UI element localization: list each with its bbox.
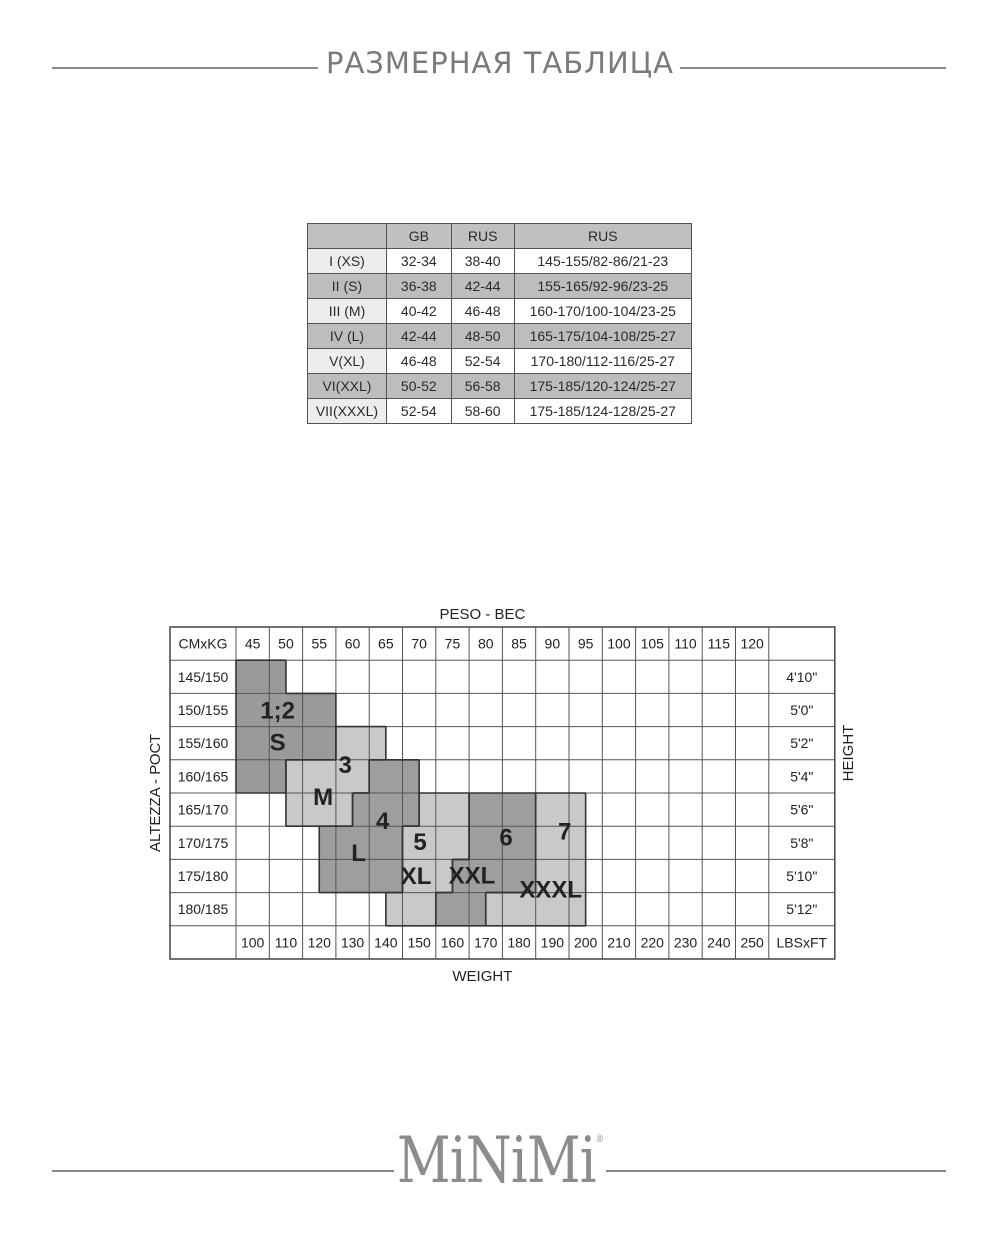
tick-label-cm: 180/185 xyxy=(177,901,229,918)
tick-label-lbs: 130 xyxy=(340,934,365,951)
tick-label-lbs: 200 xyxy=(573,934,598,951)
zone-cell xyxy=(269,760,286,794)
zone-cell xyxy=(536,826,553,860)
zone-cell xyxy=(419,793,436,827)
zone-cell xyxy=(236,693,253,727)
size-table-header-cell: RUS xyxy=(451,224,514,249)
table-cell: 170-180/112-116/25-27 xyxy=(514,349,691,374)
size-label: VII(XXXL) xyxy=(308,399,387,424)
zone-cell xyxy=(502,892,519,926)
tick-label-kg: 95 xyxy=(577,635,594,652)
zone-cell xyxy=(336,826,353,860)
size-label: VI(XXL) xyxy=(308,374,387,399)
zone-size-label: XXL xyxy=(448,862,496,890)
corner-label-cmxkg: CMxKG xyxy=(178,635,228,652)
zone-cell xyxy=(319,859,336,893)
zone-cell xyxy=(336,859,353,893)
size-label: I (XS) xyxy=(308,249,387,274)
tick-label-lbs: 240 xyxy=(707,934,731,951)
zone-cell xyxy=(452,826,469,860)
tick-label-kg: 70 xyxy=(411,635,427,652)
zone-cell xyxy=(419,892,436,926)
tick-label-ft: 5'2" xyxy=(790,735,814,752)
tick-label-kg: 60 xyxy=(344,635,361,652)
tick-label-lbs: 100 xyxy=(240,934,265,951)
tick-label-kg: 45 xyxy=(244,635,261,652)
zone-cell xyxy=(519,793,536,827)
size-table-header-cell: GB xyxy=(386,224,451,249)
tick-label-lbs: 230 xyxy=(673,934,698,951)
table-cell: 42-44 xyxy=(386,324,451,349)
tick-label-cm: 165/170 xyxy=(177,801,229,818)
brand-name: MiNiMi xyxy=(396,1124,596,1198)
zone-cell xyxy=(486,892,503,926)
tick-label-lbs: 140 xyxy=(374,934,398,951)
table-cell: 42-44 xyxy=(451,274,514,299)
tick-label-lbs: 180 xyxy=(507,934,531,951)
tick-label-kg: 75 xyxy=(444,635,461,652)
table-cell: 50-52 xyxy=(386,374,451,399)
tick-label-cm: 170/175 xyxy=(177,834,229,851)
zone-cell xyxy=(319,726,336,760)
zone-number-label: 4 xyxy=(375,808,390,836)
zone-cell xyxy=(519,826,536,860)
tick-label-lbs: 210 xyxy=(607,934,631,951)
zone-size-label: S xyxy=(269,729,286,757)
zone-cell xyxy=(369,726,386,760)
table-cell: 52-54 xyxy=(451,349,514,374)
zone-number-label: 5 xyxy=(413,829,427,857)
zone-number-label: 3 xyxy=(338,752,352,780)
zone-cell xyxy=(469,826,486,860)
zone-size-label: XXXL xyxy=(519,876,583,904)
table-row xyxy=(308,349,692,374)
zone-cell xyxy=(369,760,386,794)
table-row xyxy=(308,274,692,299)
table-row xyxy=(308,299,692,324)
zone-cell xyxy=(286,793,303,827)
zone-cell xyxy=(236,726,253,760)
zone-cell xyxy=(452,892,469,926)
zone-cell xyxy=(319,826,336,860)
zone-cell xyxy=(302,693,319,727)
tick-label-kg: 80 xyxy=(477,635,494,652)
zone-number-label: 7 xyxy=(558,818,572,846)
zone-cell xyxy=(436,793,453,827)
corner-label-lbsxft: LBSxFT xyxy=(776,934,828,951)
size-table xyxy=(307,223,692,424)
tick-label-cm: 175/180 xyxy=(177,868,229,884)
zone-cell xyxy=(252,760,269,794)
size-label: V(XL) xyxy=(308,349,387,374)
zone-cell xyxy=(352,793,369,827)
zone-cell xyxy=(286,726,303,760)
tick-label-cm: 145/150 xyxy=(177,668,229,685)
tick-label-lbs: 120 xyxy=(307,934,331,951)
tick-label-ft: 5'10" xyxy=(786,868,818,884)
tick-label-lbs: 110 xyxy=(274,934,298,951)
zone-size-label: L xyxy=(351,840,366,868)
zone-cell xyxy=(252,660,269,694)
table-cell: 32-34 xyxy=(386,249,451,274)
tick-label-kg: 100 xyxy=(607,635,631,652)
zone-number-label: 1;2 xyxy=(260,697,295,725)
zone-cell xyxy=(352,760,369,794)
table-cell: 160-170/100-104/23-25 xyxy=(514,299,691,324)
table-row xyxy=(308,249,692,274)
table-row xyxy=(308,324,692,349)
zone-number-label: 6 xyxy=(499,824,513,852)
tick-label-lbs: 150 xyxy=(407,934,431,951)
axis-title-left: ALTEZZA - РОСТ xyxy=(147,733,164,853)
axis-title-right: HEIGHT xyxy=(839,724,857,782)
zone-size-label: M xyxy=(313,784,334,812)
tick-label-cm: 150/155 xyxy=(177,702,229,718)
zone-cell xyxy=(436,892,453,926)
table-cell: 165-175/104-108/25-27 xyxy=(514,324,691,349)
zone-cell xyxy=(402,793,419,827)
tick-label-lbs: 220 xyxy=(640,934,664,951)
zone-cell xyxy=(369,859,386,893)
table-cell: 38-40 xyxy=(451,249,514,274)
zone-cell xyxy=(402,892,419,926)
zone-cell xyxy=(502,793,519,827)
table-cell: 175-185/124-128/25-27 xyxy=(514,399,691,424)
table-cell: 48-50 xyxy=(451,324,514,349)
tick-label-ft: 5'6" xyxy=(790,801,814,818)
tick-label-kg: 90 xyxy=(544,635,561,652)
brand-logo xyxy=(90,1124,910,1198)
table-cell: 155-165/92-96/23-25 xyxy=(514,274,691,299)
tick-label-lbs: 250 xyxy=(740,934,764,951)
tick-label-ft: 5'8" xyxy=(790,834,814,851)
tick-label-lbs: 170 xyxy=(474,934,498,951)
zone-cell xyxy=(302,726,319,760)
size-table-header xyxy=(308,224,692,249)
zone-cell xyxy=(386,760,403,794)
size-table-header-cell: RUS xyxy=(514,224,691,249)
zone-cell xyxy=(252,726,269,760)
zone-cell xyxy=(402,760,419,794)
zone-cell xyxy=(269,660,286,694)
tick-label-kg: 115 xyxy=(707,635,731,652)
tick-label-kg: 65 xyxy=(378,635,394,652)
zone-size-label: XL xyxy=(400,863,432,891)
zone-cell xyxy=(486,793,503,827)
axis-title-top: PESO - ВЕС xyxy=(439,606,526,623)
tick-label-lbs: 190 xyxy=(540,934,565,951)
size-label: II (S) xyxy=(308,274,387,299)
tick-label-kg: 120 xyxy=(740,635,764,652)
tick-label-ft: 5'4" xyxy=(790,768,814,785)
zone-cell xyxy=(536,793,553,827)
zone-cell xyxy=(469,793,486,827)
table-cell: 46-48 xyxy=(451,299,514,324)
table-row xyxy=(308,374,692,399)
registered-mark: ® xyxy=(595,1134,604,1145)
tick-label-cm: 155/160 xyxy=(177,735,229,752)
tick-label-ft: 5'12" xyxy=(786,901,818,918)
zone-cell xyxy=(436,826,453,860)
table-cell: 40-42 xyxy=(386,299,451,324)
tick-label-kg: 50 xyxy=(278,635,294,652)
zone-cell xyxy=(236,660,253,694)
size-table-header-cell xyxy=(308,224,387,249)
tick-label-cm: 160/165 xyxy=(177,768,229,785)
tick-label-kg: 55 xyxy=(311,635,328,652)
tick-label-ft: 5'0" xyxy=(790,702,814,718)
zone-cell xyxy=(452,793,469,827)
zone-cell xyxy=(336,793,353,827)
tick-label-lbs: 160 xyxy=(440,934,465,951)
table-cell: 36-38 xyxy=(386,274,451,299)
zone-cell xyxy=(469,892,486,926)
tick-label-kg: 105 xyxy=(640,635,664,652)
table-cell: 58-60 xyxy=(451,399,514,424)
table-cell: 145-155/82-86/21-23 xyxy=(514,249,691,274)
table-cell: 52-54 xyxy=(386,399,451,424)
size-label: III (M) xyxy=(308,299,387,324)
zone-cell xyxy=(386,892,403,926)
tick-label-kg: 85 xyxy=(511,635,527,652)
table-row xyxy=(308,399,692,424)
tick-label-ft: 4'10" xyxy=(786,668,818,685)
zone-cell xyxy=(502,859,519,893)
zone-cell xyxy=(319,693,336,727)
size-label: IV (L) xyxy=(308,324,387,349)
zone-cell xyxy=(286,760,303,794)
table-cell: 56-58 xyxy=(451,374,514,399)
size-chart xyxy=(140,595,870,995)
page-title: РАЗМЕРНАЯ ТАБЛИЦА xyxy=(325,46,675,80)
zone-cell xyxy=(236,760,253,794)
table-cell: 175-185/120-124/25-27 xyxy=(514,374,691,399)
tick-label-kg: 110 xyxy=(674,635,697,652)
table-cell: 46-48 xyxy=(386,349,451,374)
axis-title-bottom: WEIGHT xyxy=(452,968,513,985)
zone-cell xyxy=(352,726,369,760)
